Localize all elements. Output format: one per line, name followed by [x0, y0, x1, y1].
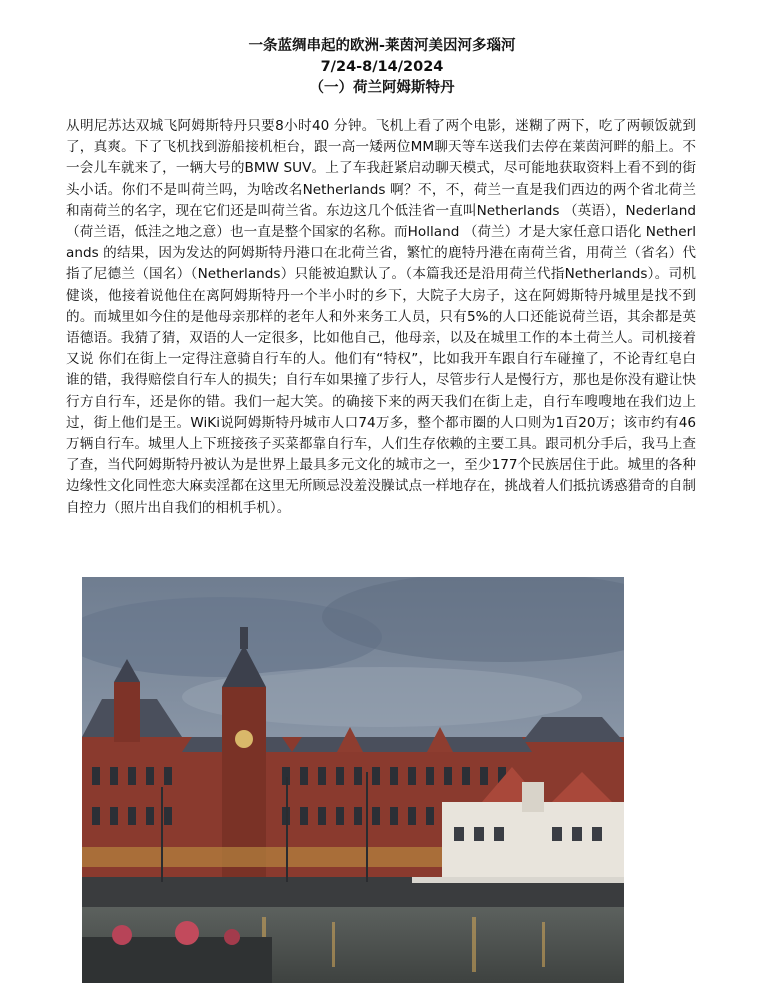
main-title: 一条蓝绸串起的欧洲-莱茵河美因河多瑙河	[248, 38, 516, 54]
title-block	[0, 36, 764, 99]
section-title: （一）荷兰阿姆斯特丹	[309, 80, 455, 96]
amsterdam-central-station-photo	[82, 577, 624, 983]
body-paragraph: 从明尼苏达双城飞阿姆斯特丹只要8小时40 分钟。飞机上看了两个电影，迷糊了两下，吃了两顿饭就到了，真爽。下了飞机找到游船接机柜台，跟一高一矮两位MM聊天等车送我们去停在莱茵河畔的船上。不一会儿车就来了，一辆大号的BMW SUV。上了车我赶紧启动聊天模式，尽可能地获取资料上看不到的街头小话。你们不是叫荷兰吗，为啥改名Netherlands 啊？不，不，荷兰一直是我们西边的两个省北荷兰和南荷兰的名字，现在它们还是叫荷兰省。东边这几个低洼省一直叫Netherlands （英语），Nederland （荷兰语，低洼之地之意）也一直是整个国家的名称。而Holland （荷兰）才是大家任意口语化 Netherlands 的结果，因为发达的阿姆斯特丹港口在北荷兰省，繁忙的鹿特丹港在南荷兰省，用荷兰（省名）代指了尼德兰（国名）（Netherlands）只能被迫默认了。（本篇我还是沿用荷兰代指Netherlands）。司机健谈，他接着说他住在离阿姆斯特丹一个半小时的乡下，大院子大房子，这在阿姆斯特丹城里是找不到的。而城里如今住的是他母亲那样的老年人和外来务工人员，只有5%的人口还能说荷兰语，其余都是英语德语。我猜了猜，双语的人一定很多，比如他自己，他母亲，以及在城里工作的本土荷兰人。司机接着又说 你们在街上一定得注意骑自行车的人。他们有“特权”，比如我开车跟自行车碰撞了，不论青红皂白谁的错，我得赔偿自行车人的损失；自行车如果撞了步行人，尽管步行人是慢行方，那也是你没有避让快行方自行车，还是你的错。我们一起大笑。的确接下来的两天我们在街上走，自行车嗖嗖地在我们边上过，街上他们是王。WiKi说阿姆斯特丹城市人口74万多，整个都市圈的人口则为1百20万；该市约有46万辆自行车。城里人上下班接孩子买菜都靠自行车，人们生存依赖的主要工具。跟司机分手后，我马上查了查，当代阿姆斯特丹被认为是世界上最具多元文化的城市之一，至少177个民族居住于此。城里的各种边缘性文化同性恋大麻卖淫都在这里无所顾忌没羞没臊试点一样地存在，挑战着人们抵抗诱惑猎奇的自制自控力（照片出自我们的相机手机）。	[66, 118, 696, 516]
date-range: 7/24-8/14/2024	[320, 59, 444, 75]
